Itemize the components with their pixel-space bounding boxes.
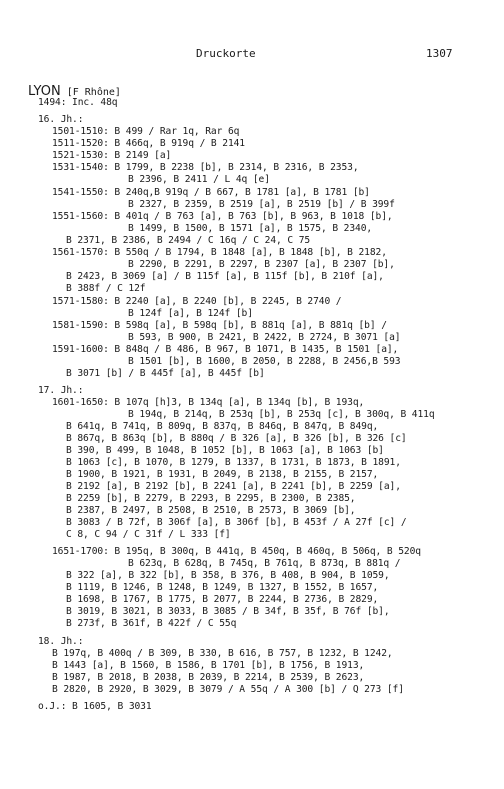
entry-line: B 322 [a], B 322 [b], B 358, B 376, B 408, B 904, B 1059,: [66, 570, 390, 581]
page-number: 1307: [426, 47, 453, 60]
entry-line: 1541-1550: B 240q,B 919q / B 667, B 1781 [a], B 1781 [b]: [52, 187, 370, 198]
city-name: LYON: [28, 84, 61, 99]
running-header-title: Druckorte: [196, 47, 256, 60]
entry-line: 1561-1570: B 550q / B 1794, B 1848 [a], B 1848 [b], B 2182,: [52, 247, 387, 258]
undated-entries: o.J.: B 1605, B 3031: [38, 701, 152, 712]
entry-line: B 273f, B 361f, B 422f / C 55q: [66, 618, 237, 629]
city-region: [F Rhône]: [60, 87, 121, 98]
entry-line: B 1900, B 1921, B 1931, B 2049, B 2138, B 2155, B 2157,: [66, 469, 379, 480]
entry-line: 1601-1650: B 107q [h]3, B 134q [a], B 134q [b], B 193q,: [52, 397, 365, 408]
entry-line: B 2192 [a], B 2192 [b], B 2241 [a], B 2241 [b], B 2259 [a],: [66, 481, 401, 492]
entry-line: B 2371, B 2386, B 2494 / C 16q / C 24, C 75: [66, 235, 311, 246]
entry-line: B 3071 [b] / B 445f [a], B 445f [b]: [66, 368, 265, 379]
entry-line: B 197q, B 400q / B 309, B 330, B 616, B 757, B 1232, B 1242,: [52, 648, 393, 659]
entry-line: B 641q, B 741q, B 809q, B 837q, B 846q, B 847q, B 849q,: [66, 421, 379, 432]
entry-line: B 124f [a], B 124f [b]: [128, 308, 253, 319]
entry-line: B 1119, B 1246, B 1248, B 1249, B 1327, B 1552, B 1657,: [66, 582, 379, 593]
entry-line: B 1987, B 2018, B 2038, B 2039, B 2214, B 2539, B 2623,: [52, 672, 365, 683]
entry-line: B 593, B 900, B 2421, B 2422, B 2724, B 3071 [a]: [128, 332, 401, 343]
entry-line: 1521-1530: B 2149 [a]: [52, 150, 172, 161]
entry-line: B 1501 [b], B 1600, B 2050, B 2288, B 2456,B 593: [128, 356, 401, 367]
entry-line: B 2396, B 2411 / L 4q [e]: [128, 174, 270, 185]
entry-line: B 1443 [a], B 1560, B 1586, B 1701 [b], B 1756, B 1913,: [52, 660, 365, 671]
incunabula-line: 1494: Inc. 48q: [38, 97, 118, 108]
entry-line: 1571-1580: B 2240 [a], B 2240 [b], B 2245, B 2740 /: [52, 296, 342, 307]
entry-line: B 3083 / B 72f, B 306f [a], B 306f [b], B 453f / A 27f [c] /: [66, 517, 407, 528]
entry-line: B 1499, B 1500, B 1571 [a], B 1575, B 2340,: [128, 223, 373, 234]
section-heading-18: 18. Jh.:: [38, 636, 84, 647]
entry-line: 1581-1590: B 598q [a], B 598q [b], B 881q [a], B 881q [b] /: [52, 320, 387, 331]
entry-line: 1591-1600: B 848q / B 486, B 967, B 1071, B 1435, B 1501 [a],: [52, 344, 399, 355]
entry-line: B 388f / C 12f: [66, 283, 146, 294]
entry-line: B 3019, B 3021, B 3033, B 3085 / B 34f, B 35f, B 76f [b],: [66, 606, 390, 617]
entry-line: 1551-1560: B 401q / B 763 [a], B 763 [b], B 963, B 1018 [b],: [52, 211, 393, 222]
entry-line: 1531-1540: B 1799, B 2238 [b], B 2314, B 2316, B 2353,: [52, 162, 359, 173]
entry-line: B 2387, B 2497, B 2508, B 2510, B 2573, B 3069 [b],: [66, 505, 356, 516]
entry-line: B 2259 [b], B 2279, B 2293, B 2295, B 2300, B 2385,: [66, 493, 356, 504]
entry-line: C 8, C 94 / C 31f / L 333 [f]: [66, 529, 231, 540]
entry-line: B 623q, B 628q, B 745q, B 761q, B 873q, B 881q /: [128, 558, 401, 569]
entry-line: B 2290, B 2291, B 2297, B 2307 [a], B 2307 [b],: [128, 259, 395, 270]
entry-line: 1651-1700: B 195q, B 300q, B 441q, B 450q, B 460q, B 506q, B 520q: [52, 546, 421, 557]
section-heading-16: 16. Jh.:: [38, 114, 84, 125]
entry-line: B 194q, B 214q, B 253q [b], B 253q [c], B 300q, B 411q: [128, 409, 435, 420]
entry-line: B 1063 [c], B 1070, B 1279, B 1337, B 1731, B 1873, B 1891,: [66, 457, 401, 468]
entry-line: B 2327, B 2359, B 2519 [a], B 2519 [b] / B 399f: [128, 199, 395, 210]
entry-line: B 2423, B 3069 [a] / B 115f [a], B 115f [b], B 210f [a],: [66, 271, 384, 282]
entry-line: B 2820, B 2920, B 3029, B 3079 / A 55q / A 300 [b] / Q 273 [f]: [52, 684, 404, 695]
entry-line: 1501-1510: B 499 / Rar 1q, Rar 6q: [52, 126, 240, 137]
entry-line: 1511-1520: B 466q, B 919q / B 2141: [52, 138, 245, 149]
entry-line: B 390, B 499, B 1048, B 1052 [b], B 1063 [a], B 1063 [b]: [66, 445, 384, 456]
section-heading-17: 17. Jh.:: [38, 385, 84, 396]
entry-line: B 1698, B 1767, B 1775, B 2077, B 2244, B 2736, B 2829,: [66, 594, 379, 605]
entry-line: B 867q, B 863q [b], B 880q / B 326 [a], B 326 [b], B 326 [c]: [66, 433, 407, 444]
